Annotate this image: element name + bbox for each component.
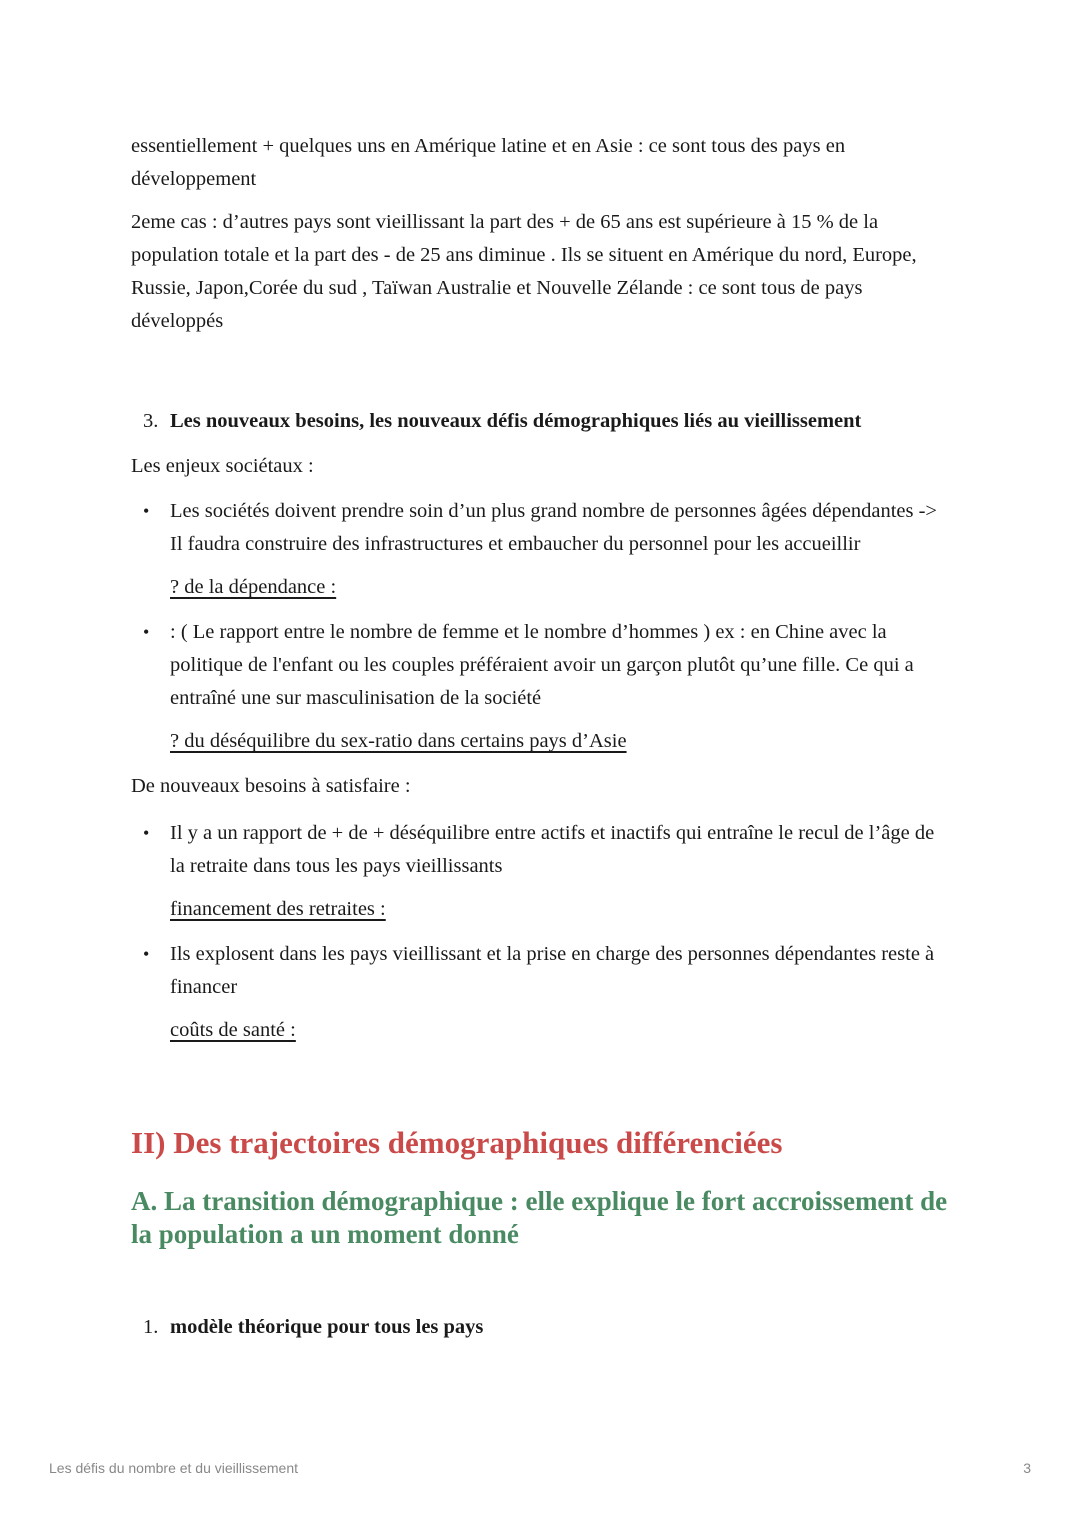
- section-3-heading: [143, 405, 951, 438]
- section-1-number: 1.: [143, 1316, 159, 1338]
- list-item-text: Il y a un rapport de + de + déséquilibre entre actifs et inactifs qui entraîne le recul de l’âge de la retraite dans tous les pays vieillissants: [170, 822, 935, 877]
- besoins-label: De nouveaux besoins à satisfaire :: [131, 775, 411, 797]
- list-item: [143, 938, 951, 1004]
- bullet-icon: •: [143, 944, 150, 964]
- section-1-heading: [143, 1311, 951, 1344]
- case2-paragraph: 2eme cas : d’autres pays sont vieillissant la part des + de 65 ans est supérieure à 15 % de la population totale et la part des - de 25 ans diminue . Ils se situent en Amérique du nord, Europe, Russie, Japon,Corée du sud , Taïwan Australie et Nouvelle Zélande : ce sont tous de pays développés: [131, 211, 917, 332]
- section-3-number: 3.: [143, 410, 159, 432]
- bullet-icon: •: [143, 823, 150, 843]
- part-2-heading: II) Des trajectoires démographiques différenciées: [131, 1125, 783, 1160]
- intro-paragraph: essentiellement + quelques uns en Amérique latine et en Asie : ce sont tous des pays en développement: [131, 135, 846, 190]
- bullet-icon: •: [143, 622, 150, 642]
- list-item-text: Ils explosent dans les pays vieillissant et la prise en charge des personnes dépendantes reste à financer: [170, 943, 935, 998]
- page-number: 3: [1023, 1460, 1031, 1476]
- enjeux-label: Les enjeux sociétaux :: [131, 455, 314, 477]
- list-item-text: Les sociétés doivent prendre soin d’un plus grand nombre de personnes âgées dépendantes -> Il faudra construire des infrastructures et embaucher du personnel pour les accueillir: [170, 500, 937, 555]
- bullet-icon: •: [143, 501, 150, 521]
- subsection-a-heading: A. La transition démographique : elle explique le fort accroissement de la population a un moment donné: [131, 1186, 948, 1249]
- list-item-caption: ? du déséquilibre du sex-ratio dans certains pays d’Asie: [170, 730, 627, 752]
- page-footer: [49, 1460, 1031, 1476]
- list-item: [143, 817, 951, 883]
- list-item-caption: financement des retraites :: [170, 898, 386, 920]
- list-item-caption: coûts de santé :: [170, 1019, 296, 1041]
- list-item: [143, 495, 951, 561]
- list-item-text: : ( Le rapport entre le nombre de femme et le nombre d’hommes ) ex : en Chine avec la politique de l'enfant ou les couples préféraient avoir un garçon plutôt qu’une fille. Ce qui a entraîné une sur masculinisation de la société: [170, 621, 914, 709]
- section-1-title: modèle théorique pour tous les pays: [170, 1316, 484, 1338]
- footer-title: Les défis du nombre et du vieillissement: [49, 1460, 299, 1476]
- list-item-caption: ? de la dépendance :: [170, 576, 337, 598]
- section-3-title: Les nouveaux besoins, les nouveaux défis démographiques liés au vieillissement: [170, 410, 862, 432]
- document-page: [131, 130, 951, 1344]
- list-item: [143, 616, 951, 715]
